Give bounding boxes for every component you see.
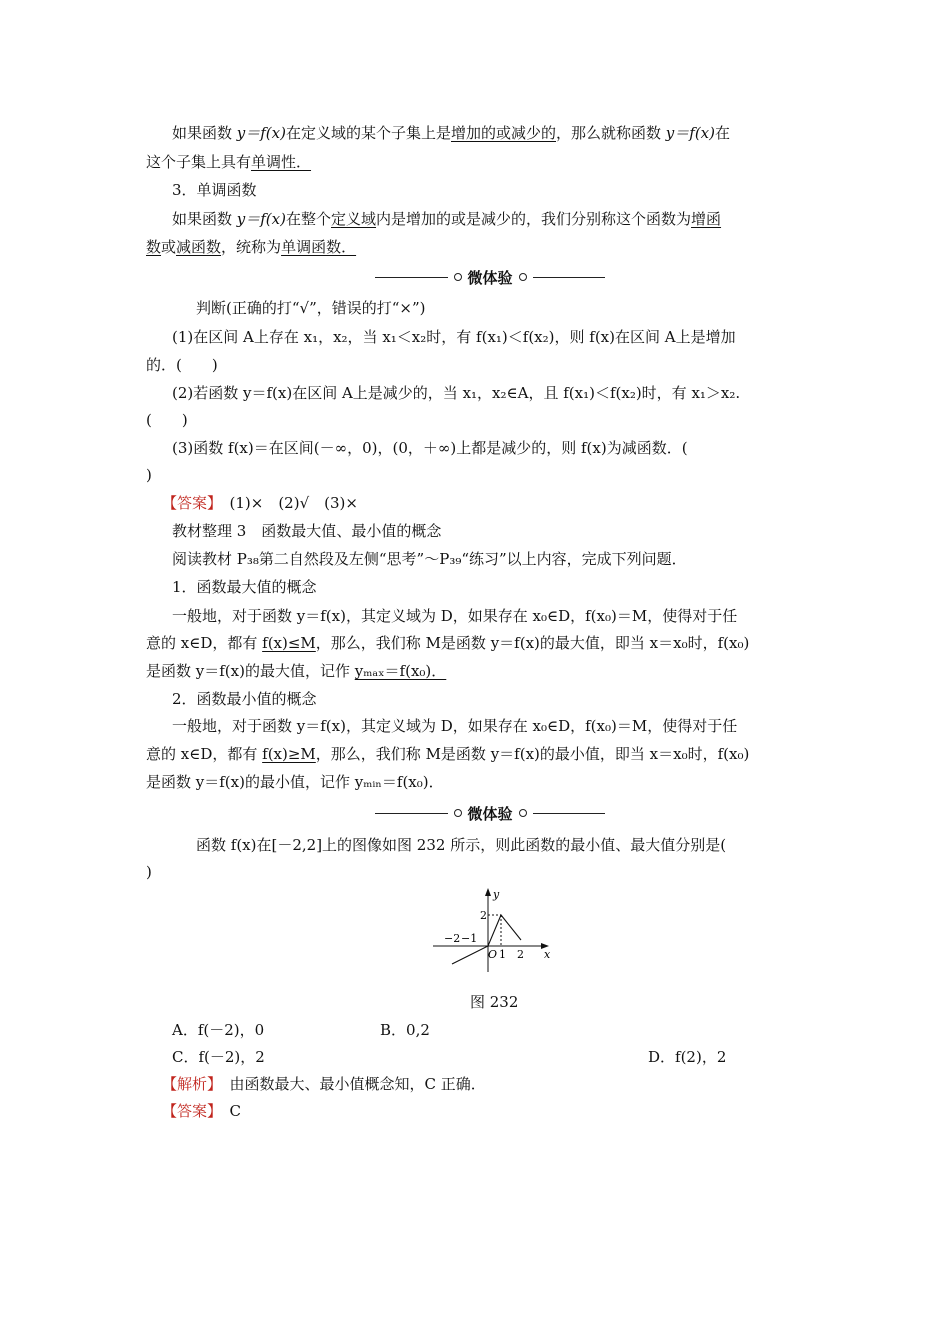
text: 内是增加的或是减少的，我们分别称这个函数为	[376, 210, 692, 228]
q1-item1: (1)在区间 A上存在 x₁，x₂，当 x₁＜x₂时，有 f(x₁)＜f(x₂)，则 f(x)在区间 A上是增加	[172, 328, 736, 346]
circle-icon	[519, 809, 527, 817]
text: 是函数 y＝f(x)的最大值，记作	[146, 662, 355, 680]
min-title: 2．函数最小值的概念	[172, 690, 317, 708]
y-label: y	[493, 888, 500, 901]
min-line1: 一般地，对于函数 y＝f(x)，其定义域为 D，如果存在 x₀∈D，f(x₀)＝M，使得对于任	[172, 717, 738, 735]
answer-text: (1)× (2)√ (3)×	[214, 494, 358, 512]
formula: y＝f(x)	[236, 210, 286, 228]
text: 或	[161, 238, 177, 256]
divider	[533, 277, 606, 278]
header-label: 微体验	[467, 268, 513, 287]
divider	[375, 813, 448, 814]
underlined-term: 定义域	[331, 210, 377, 228]
max-line1: 一般地，对于函数 y＝f(x)，其定义域为 D，如果存在 x₀∈D，f(x₀)＝M，使得对于任	[172, 607, 738, 625]
text: 在整个	[285, 210, 331, 228]
divider	[533, 813, 606, 814]
exp-header-2	[375, 802, 605, 824]
underlined-term: 单调函数．	[281, 238, 357, 256]
figure-caption: 图 232	[470, 993, 519, 1011]
p1-line1	[172, 123, 730, 143]
y-axis-arrow	[485, 888, 491, 896]
divider	[375, 277, 448, 278]
option-c: C．f(－2)，2	[172, 1048, 265, 1066]
circle-icon	[519, 273, 527, 281]
tick-label: 2	[517, 948, 524, 961]
p1-line2	[146, 152, 311, 172]
x-label: x	[544, 948, 551, 961]
circle-icon	[454, 809, 462, 817]
answer-label: 【答案】	[162, 1102, 215, 1120]
analysis-label: 【解析】	[162, 1075, 215, 1093]
tick-label: 2	[480, 909, 487, 922]
text: 在	[715, 124, 731, 142]
q1-item3-cont: )	[146, 466, 152, 484]
analysis-text: 由函数最大、最小值概念知，C 正确．	[214, 1075, 486, 1093]
q1-answer	[162, 493, 358, 513]
q1-item1-cont: 的．( )	[146, 356, 218, 374]
max-line3	[146, 661, 446, 681]
q2-analysis	[162, 1074, 486, 1094]
underlined-term: yₘₐₓ＝f(x₀)．	[354, 662, 447, 680]
max-title: 1．函数最大值的概念	[172, 578, 317, 596]
option-d: D．f(2)，2	[648, 1048, 727, 1066]
q1-item3: (3)函数 f(x)＝在区间(－∞，0)，(0，＋∞)上都是减少的，则 f(x)为减函数．(	[172, 439, 688, 457]
tick-label: −2	[444, 932, 461, 945]
text: ，那么，我们称 M是函数 y＝f(x)的最小值，即当 x＝x₀时，f(x₀)	[315, 745, 750, 763]
underlined-term: 增加的或减少的	[451, 124, 557, 142]
min-line3: 是函数 y＝f(x)的最小值，记作 yₘᵢₙ＝f(x₀)．	[146, 773, 444, 791]
text: 在定义域的某个子集上是	[285, 124, 451, 142]
q2-stem-cont: )	[146, 863, 152, 881]
q2-stem: 函数 f(x)在[－2,2]上的图像如图 232 所示，则此函数的最小值、最大值分别是(	[196, 836, 727, 854]
answer-text: C	[214, 1102, 241, 1120]
underlined-term: f(x)≥M	[262, 745, 316, 763]
text: 意的 x∈D，都有	[146, 745, 263, 763]
underlined-term: 增函	[691, 210, 722, 228]
origin-label: O	[488, 948, 498, 961]
formula: y＝f(x)	[236, 124, 286, 142]
text: ，那么，我们称 M是函数 y＝f(x)的最大值，即当 x＝x₀时，f(x₀)	[315, 634, 750, 652]
s3-line1	[172, 209, 721, 229]
circle-icon	[454, 273, 462, 281]
q1-intro: 判断(正确的打“√”，错误的打“×”)	[196, 299, 426, 317]
function-graph	[425, 882, 555, 974]
t3-read: 阅读教材 P₃₈第二自然段及左侧“思考”～P₃₉“练习”以上内容，完成下列问题．	[172, 550, 687, 568]
option-b: B．0,2	[380, 1021, 430, 1039]
header-label: 微体验	[467, 804, 513, 823]
section-3-title: 3．单调函数	[172, 181, 257, 199]
q1-item2-cont: ( )	[146, 411, 188, 429]
underlined-term: 减函数	[176, 238, 222, 256]
exp-header-1	[375, 266, 605, 288]
tick-label: −1	[461, 932, 478, 945]
q2-answer	[162, 1101, 241, 1121]
t3-title: 教材整理 3 函数最大值、最小值的概念	[172, 522, 442, 540]
underlined-term: 单调性．	[251, 153, 312, 171]
text: 如果函数	[172, 210, 237, 228]
text: ，统称为	[221, 238, 282, 256]
text: 如果函数	[172, 124, 237, 142]
text: 这个子集上具有	[146, 153, 252, 171]
text: ，那么就称函数	[556, 124, 666, 142]
answer-label: 【答案】	[162, 494, 215, 512]
text: 意的 x∈D，都有	[146, 634, 263, 652]
underlined-term: 数	[146, 238, 162, 256]
max-line2	[146, 633, 749, 653]
underlined-term: f(x)≤M	[262, 634, 316, 652]
option-a: A．f(－2)，0	[172, 1021, 265, 1039]
tick-label: 1	[499, 948, 506, 961]
s3-line2	[146, 237, 356, 257]
min-line2	[146, 744, 749, 764]
formula: y＝f(x)	[665, 124, 715, 142]
q1-item2: (2)若函数 y＝f(x)在区间 A上是减少的，当 x₁，x₂∈A，且 f(x₁)＜f(x₂)时，有 x₁＞x₂.	[172, 384, 741, 402]
